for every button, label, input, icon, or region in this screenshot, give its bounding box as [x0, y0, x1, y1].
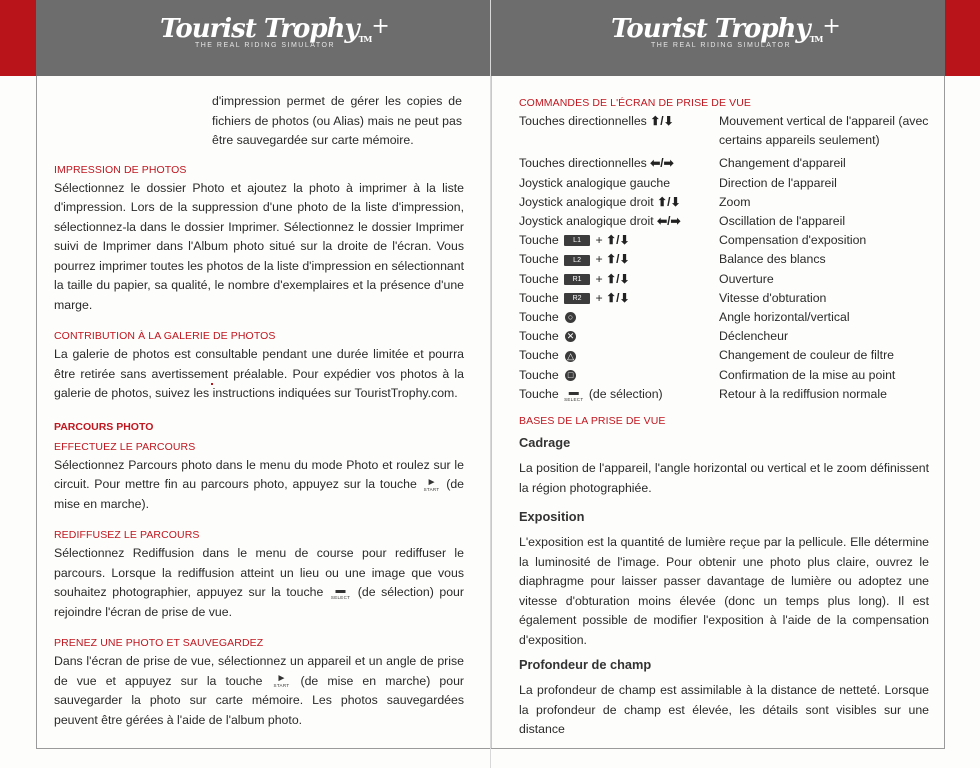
logo-plus: +: [371, 14, 389, 39]
right-bottom-rule: [491, 748, 945, 749]
left-content: [54, 92, 464, 730]
effectuez-heading: EFFECTUEZ LE PARCOURS: [54, 440, 196, 453]
r1-button-icon: R1: [564, 274, 590, 285]
control-row: Touche L2 + ⬆/⬇ Balance des blancs: [519, 252, 826, 267]
select-button-icon: ▬ SELECT: [330, 584, 351, 600]
square-button-icon: □: [565, 370, 576, 381]
control-row: Touche ✕ Déclencheur: [519, 329, 789, 344]
impression-paragraph: Sélectionnez le dossier Photo et ajoutez la photo à imprimer à la liste d'impression. Lors de la suppression d'une photo de la liste d'impression, sélectionnez-la dans le dossier Imprimer. Sélectionnez le dossier Imprimer suivi de Imprimer dans l'Album photo situé sur la droite de l'écran. Vous pourrez imprimer toutes les photos de la liste d'impression en sélectionnant la taille du papier, sa qualité, le nombre d'exemplaires et la présence d'une marge.: [54, 180, 464, 312]
logo-plus: +: [822, 14, 840, 39]
up-down-arrows-icon: ⬆/⬇: [606, 271, 630, 286]
select-button-icon: ▬ SELECT: [564, 386, 584, 402]
l2-button-icon: L2: [564, 255, 590, 266]
prenez-heading: PRENEZ UNE PHOTO ET SAUVEGARDEZ: [54, 637, 264, 649]
triangle-button-icon: △: [565, 351, 576, 362]
control-row: Joystick analogique droit ⬆/⬇ Zoom: [519, 194, 751, 209]
left-bottom-rule: [36, 748, 490, 749]
bases-heading: BASES DE LA PRISE DE VUE: [519, 415, 666, 428]
l1-button-icon: L1: [564, 235, 590, 246]
control-row: Touches directionnelles ⬆/⬇ Mouvement vertical de l'appareil (avec certains appareils seulement): [519, 114, 929, 148]
right-logo: [611, 14, 840, 49]
control-row: Touche R2 + ⬆/⬇ Vitesse d'obturation: [519, 290, 827, 305]
control-row: Touche □ Confirmation de la mise au point: [519, 367, 896, 382]
rediffusez-paragraph: Sélectionnez Rediffusion dans le menu de course pour rediffuser le parcours. Lorsque la rediffusion atteint un lieu ou une image que vous souhaitez photographier, appuyez sur la touche ▬ SELECT (de sélection) pour rejoindre l'écran de prise de vue.: [54, 546, 464, 619]
logo-tm: TM: [358, 34, 372, 44]
control-row: Joystick analogique gauche Direction de l'appareil: [519, 175, 837, 190]
logo-tm: TM: [809, 34, 823, 44]
right-page: [490, 0, 980, 768]
commandes-heading: COMMANDES DE L'ÉCRAN DE PRISE DE VUE: [519, 97, 751, 109]
left-red-bar: [0, 0, 36, 76]
right-content: [519, 92, 929, 740]
control-row: Joystick analogique droit ⬅/➡ Oscillation de l'appareil: [519, 214, 846, 229]
profondeur-heading: Profondeur de champ: [519, 657, 652, 673]
start-button-icon: ► START: [423, 476, 440, 492]
right-gutter-rule: [491, 76, 492, 748]
logo-subtitle: THE REAL RIDING SIMULATOR: [650, 42, 792, 49]
left-right-arrows-icon: ⬅/➡: [657, 214, 681, 229]
cadrage-paragraph: La position de l'appareil, l'angle horizontal ou vertical et le zoom définissent la région photographiée.: [519, 461, 929, 495]
up-down-arrows-icon: ⬆/⬇: [650, 114, 674, 128]
r2-button-icon: R2: [564, 293, 590, 304]
cadrage-heading: Cadrage: [519, 435, 571, 451]
exposition-paragraph: L'exposition est la quantité de lumière reçue par la pellicule. Elle détermine la luminosité de l'image. Pour obtenir une photo plus claire, ouvrez le diaphragme pour laisser passer davantage de lumière ou adoptez une vitesse d'obturation moins élevée (donc un temps plus long). Il est également possible de modifier l'exposition à l'aide de la compensation d'exposition.: [519, 535, 929, 647]
up-down-arrows-icon: ⬆/⬇: [606, 233, 630, 248]
logo-title: Tourist Trophy: [160, 14, 359, 44]
exposition-heading: Exposition: [519, 509, 585, 525]
logo-subtitle: THE REAL RIDING SIMULATOR: [194, 42, 336, 49]
left-logo: [160, 14, 389, 49]
control-row: Touche ○ Angle horizontal/vertical: [519, 310, 850, 325]
circle-button-icon: ○: [565, 312, 576, 323]
control-row: Touche △ Changement de couleur de filtre: [519, 348, 894, 363]
impression-heading: IMPRESSION DE PHOTOS: [54, 163, 187, 176]
prenez-paragraph: Dans l'écran de prise de vue, sélectionnez un appareil et un angle de prise de vue et appuyez sur la touche ► START (de mise en marche) pour sauvegarder la photo sur carte mémoire. Les photos sauvegardées peuvent être gérées à l'aide de l'album photo.: [54, 654, 465, 727]
left-right-arrows-icon: ⬅/➡: [650, 156, 674, 171]
up-down-arrows-icon: ⬆/⬇: [606, 252, 630, 267]
up-down-arrows-icon: ⬆/⬇: [657, 194, 681, 209]
effectuez-paragraph: Sélectionnez Parcours photo dans le menu du mode Photo et roulez sur le circuit. Pour mettre fin au parcours photo, appuyez sur la touche ► START (de mise en marche).: [54, 457, 465, 511]
left-margin-rule: [36, 76, 37, 748]
parcours-heading: PARCOURS PHOTO: [54, 420, 154, 433]
controls-table: [519, 112, 929, 404]
up-down-arrows-icon: ⬆/⬇: [606, 290, 630, 305]
galerie-paragraph: La galerie de photos est consultable pendant une durée limitée et pourra être retirée sans avertissement préalable. Pour expédier vos photos à la galerie de photos, suivez les instructions indiquées sur TouristTrophy.com.: [54, 347, 464, 400]
control-row: Touche ▬ SELECT (de sélection) Retour à la rediffusion normale: [519, 386, 887, 402]
rediffusez-heading: REDIFFUSEZ LE PARCOURS: [54, 529, 200, 541]
right-margin-rule: [944, 76, 945, 748]
intro-paragraph: d'impression permet de gérer les copies de fichiers de photos (ou Alias) mais ne peut pas être sauvegardée sur carte mémoire.: [212, 94, 462, 147]
cross-button-icon: ✕: [566, 331, 575, 342]
control-row: Touches directionnelles ⬅/➡ Changement d'appareil: [519, 156, 846, 171]
control-row: Touche R1 + ⬆/⬇ Ouverture: [519, 271, 774, 286]
profondeur-paragraph: La profondeur de champ est assimilable à la distance de netteté. Lorsque la profondeur de champ est élevée, les détails sont visibles sur une distance: [519, 683, 929, 737]
control-row: Touche L1 + ⬆/⬇ Compensation d'exposition: [519, 233, 867, 248]
start-button-icon: ► START: [273, 673, 290, 689]
galerie-heading: CONTRIBUTION À LA GALERIE DE PHOTOS: [54, 330, 276, 342]
logo-title: Tourist Trophy: [611, 14, 810, 44]
right-red-bar: [945, 0, 980, 76]
